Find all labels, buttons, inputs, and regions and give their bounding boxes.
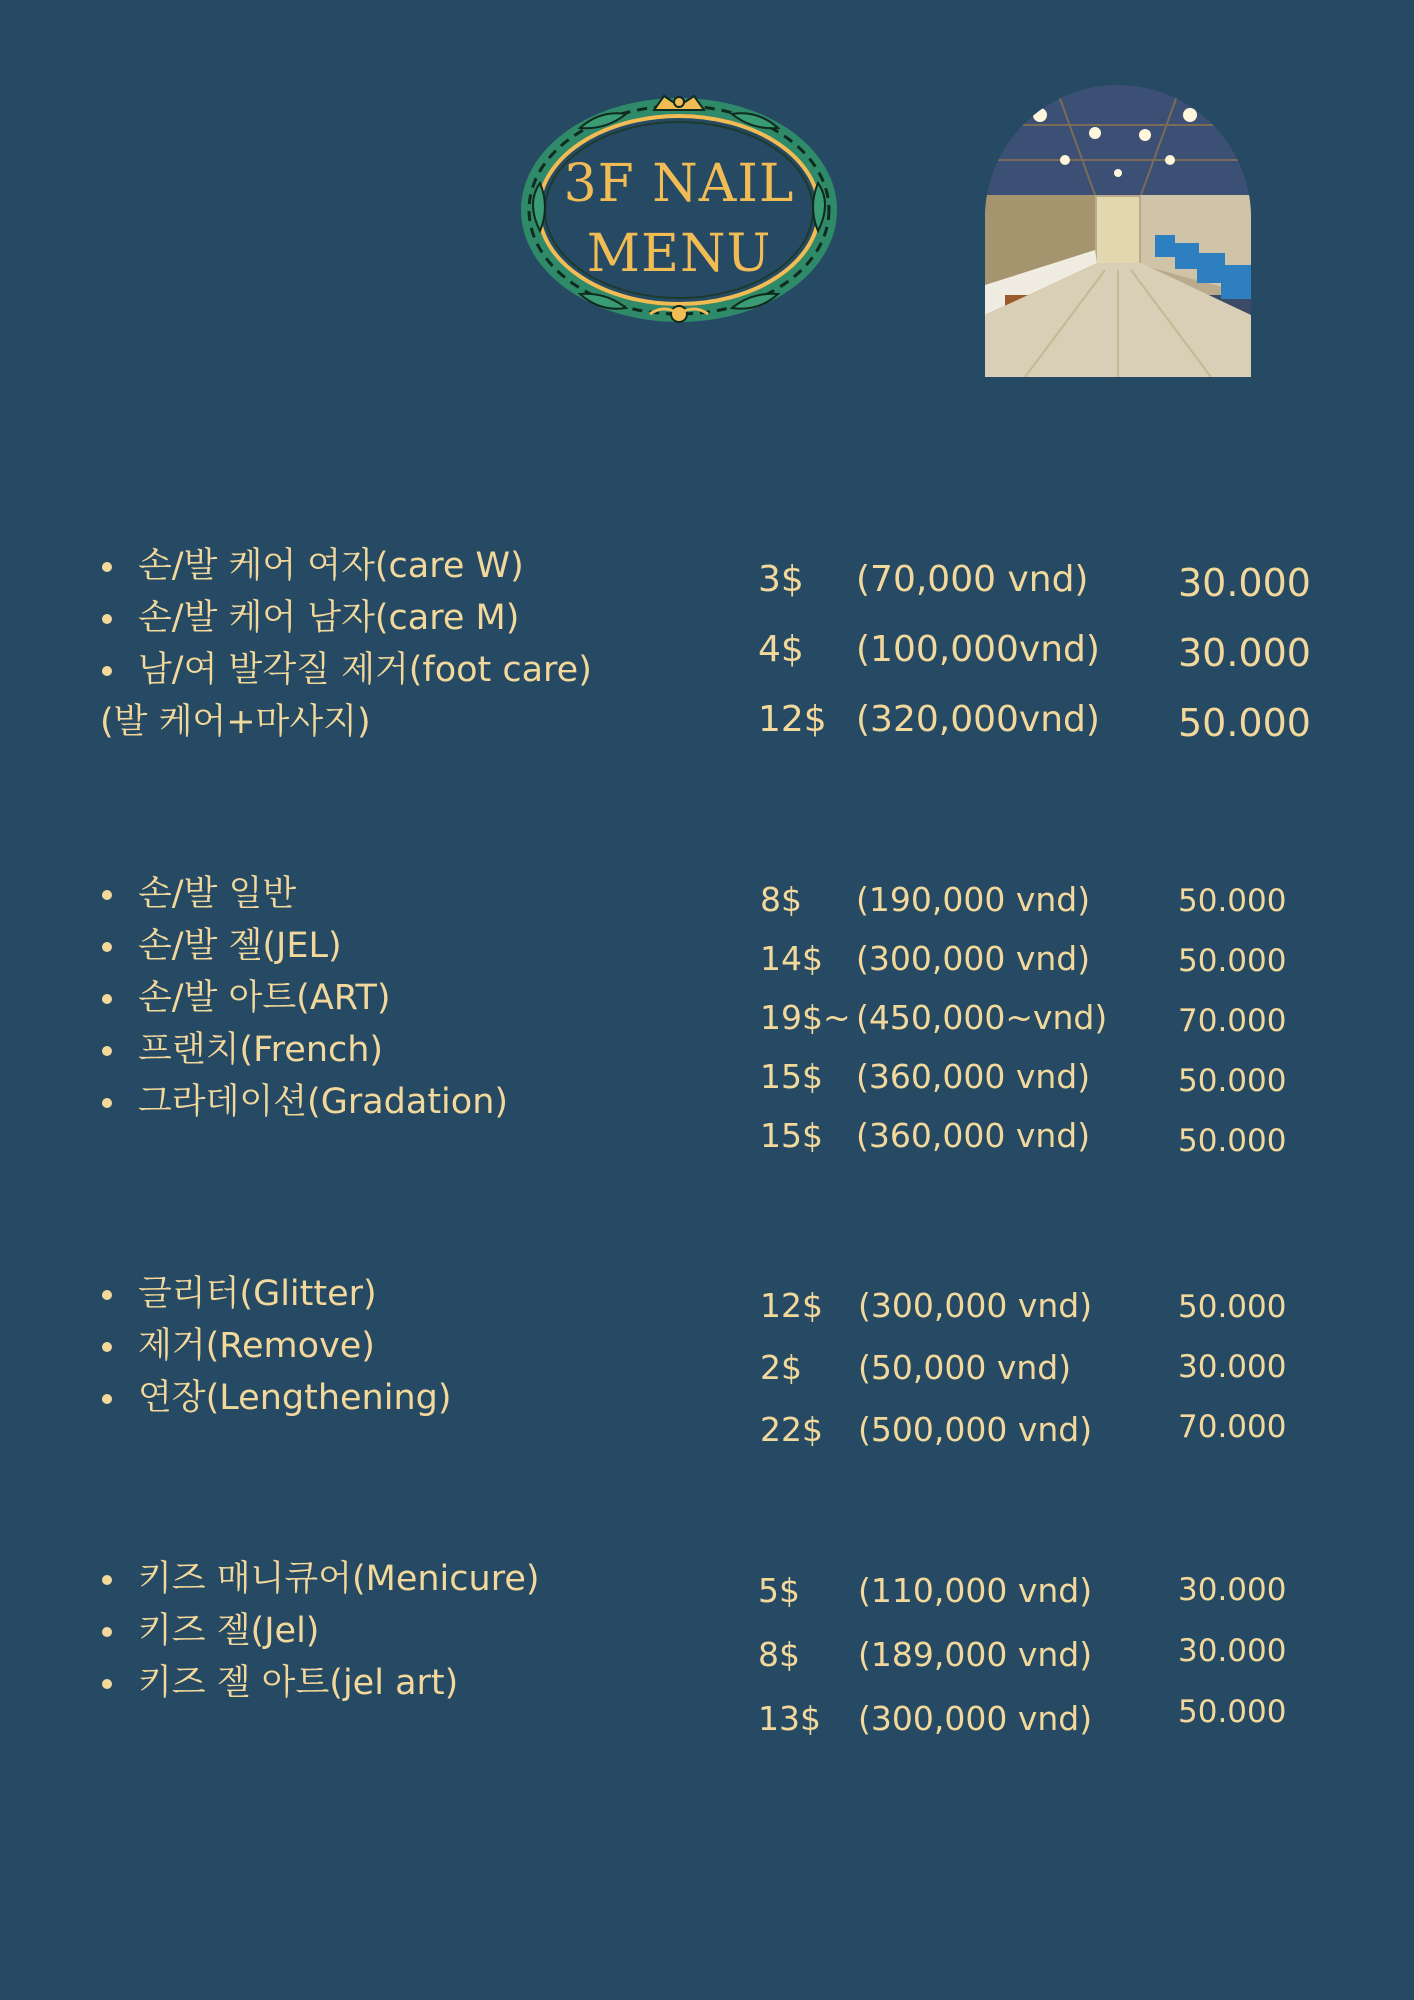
price-vnd: (190,000 vnd) bbox=[856, 880, 1091, 919]
price-usd: 3$ bbox=[758, 559, 804, 600]
menu-logo bbox=[520, 88, 838, 328]
extra-fee-list bbox=[1178, 1560, 1286, 1743]
service-item: 그라데이션(Gradation) bbox=[98, 1076, 508, 1128]
price-vnd: (100,000vnd) bbox=[856, 629, 1100, 670]
price-row bbox=[758, 545, 1100, 615]
price-usd: 8$ bbox=[758, 1635, 800, 1674]
price-vnd: (360,000 vnd) bbox=[856, 1057, 1091, 1096]
extra-fee-list bbox=[1178, 871, 1286, 1171]
service-list bbox=[98, 1553, 540, 1709]
service-item: 키즈 젤 아트(jel art) bbox=[98, 1657, 540, 1709]
price-row bbox=[758, 615, 1100, 685]
extra-fee-list bbox=[1178, 1277, 1286, 1457]
extra-fee: 50.000 bbox=[1178, 1123, 1287, 1159]
extra-fee: 50.000 bbox=[1178, 943, 1287, 979]
menu-title-line2: MENU bbox=[586, 224, 772, 284]
price-list bbox=[760, 870, 1107, 1165]
price-row bbox=[758, 1559, 1092, 1623]
salon-interior-illustration bbox=[985, 85, 1251, 377]
price-usd: 13$ bbox=[758, 1699, 821, 1738]
price-usd: 12$ bbox=[760, 1286, 823, 1325]
price-vnd: (450,000~vnd) bbox=[856, 998, 1108, 1037]
service-list bbox=[98, 868, 508, 1128]
price-vnd: (300,000 vnd) bbox=[858, 1286, 1093, 1325]
menu-title-line1: 3F NAIL bbox=[563, 154, 795, 214]
extra-fee-list bbox=[1178, 548, 1311, 758]
price-usd: 22$ bbox=[760, 1410, 823, 1449]
extra-fee: 70.000 bbox=[1178, 1003, 1287, 1039]
service-list bbox=[98, 540, 592, 696]
extra-fee: 30.000 bbox=[1178, 631, 1311, 675]
service-item: 손/발 젤(JEL) bbox=[98, 920, 508, 972]
extra-fee: 30.000 bbox=[1178, 1572, 1287, 1608]
extra-fee: 50.000 bbox=[1178, 701, 1311, 745]
service-item: 프랜치(French) bbox=[98, 1024, 508, 1076]
price-row bbox=[760, 1399, 1092, 1461]
price-vnd: (189,000 vnd) bbox=[858, 1635, 1093, 1674]
extra-fee: 50.000 bbox=[1178, 883, 1287, 919]
price-row bbox=[760, 988, 1107, 1047]
price-vnd: (300,000 vnd) bbox=[858, 1699, 1093, 1738]
extra-fee: 70.000 bbox=[1178, 1409, 1287, 1445]
service-item: 제거(Remove) bbox=[98, 1320, 452, 1372]
price-usd: 19$~ bbox=[760, 998, 851, 1037]
service-note: (발 케어+마사지) bbox=[100, 702, 371, 742]
price-row bbox=[760, 1106, 1107, 1165]
price-row bbox=[758, 685, 1100, 755]
service-item: 손/발 아트(ART) bbox=[98, 972, 508, 1024]
price-usd: 5$ bbox=[758, 1571, 800, 1610]
price-usd: 2$ bbox=[760, 1348, 802, 1387]
price-usd: 4$ bbox=[758, 629, 804, 670]
service-item: 남/여 발각질 제거(foot care) bbox=[98, 644, 592, 696]
service-list bbox=[98, 1268, 452, 1424]
price-row bbox=[760, 929, 1107, 988]
extra-fee: 30.000 bbox=[1178, 1633, 1287, 1669]
price-vnd: (70,000 vnd) bbox=[856, 559, 1089, 600]
price-vnd: (360,000 vnd) bbox=[856, 1116, 1091, 1155]
price-list bbox=[760, 1275, 1092, 1461]
price-vnd: (300,000 vnd) bbox=[856, 939, 1091, 978]
price-row bbox=[760, 1047, 1107, 1106]
price-list bbox=[758, 545, 1100, 755]
extra-fee: 50.000 bbox=[1178, 1694, 1287, 1730]
price-row bbox=[760, 870, 1107, 929]
salon-interior-photo bbox=[985, 85, 1251, 377]
price-usd: 15$ bbox=[760, 1116, 823, 1155]
service-item: 키즈 매니큐어(Menicure) bbox=[98, 1553, 540, 1605]
price-list bbox=[758, 1559, 1092, 1751]
price-vnd: (110,000 vnd) bbox=[858, 1571, 1093, 1610]
price-vnd: (320,000vnd) bbox=[856, 699, 1100, 740]
price-vnd: (500,000 vnd) bbox=[858, 1410, 1093, 1449]
price-row bbox=[760, 1337, 1092, 1399]
price-usd: 15$ bbox=[760, 1057, 823, 1096]
price-usd: 14$ bbox=[760, 939, 823, 978]
price-usd: 8$ bbox=[760, 880, 802, 919]
service-item: 손/발 일반 bbox=[98, 868, 508, 920]
price-row bbox=[758, 1687, 1092, 1751]
service-item: 키즈 젤(Jel) bbox=[98, 1605, 540, 1657]
extra-fee: 50.000 bbox=[1178, 1289, 1287, 1325]
service-item: 글리터(Glitter) bbox=[98, 1268, 452, 1320]
service-item: 연장(Lengthening) bbox=[98, 1372, 452, 1424]
price-row bbox=[760, 1275, 1092, 1337]
extra-fee: 30.000 bbox=[1178, 1349, 1287, 1385]
price-vnd: (50,000 vnd) bbox=[858, 1348, 1072, 1387]
service-item: 손/발 케어 여자(care W) bbox=[98, 540, 592, 592]
price-row bbox=[758, 1623, 1092, 1687]
extra-fee: 50.000 bbox=[1178, 1063, 1287, 1099]
price-usd: 12$ bbox=[758, 699, 827, 740]
service-item: 손/발 케어 남자(care M) bbox=[98, 592, 592, 644]
extra-fee: 30.000 bbox=[1178, 561, 1311, 605]
